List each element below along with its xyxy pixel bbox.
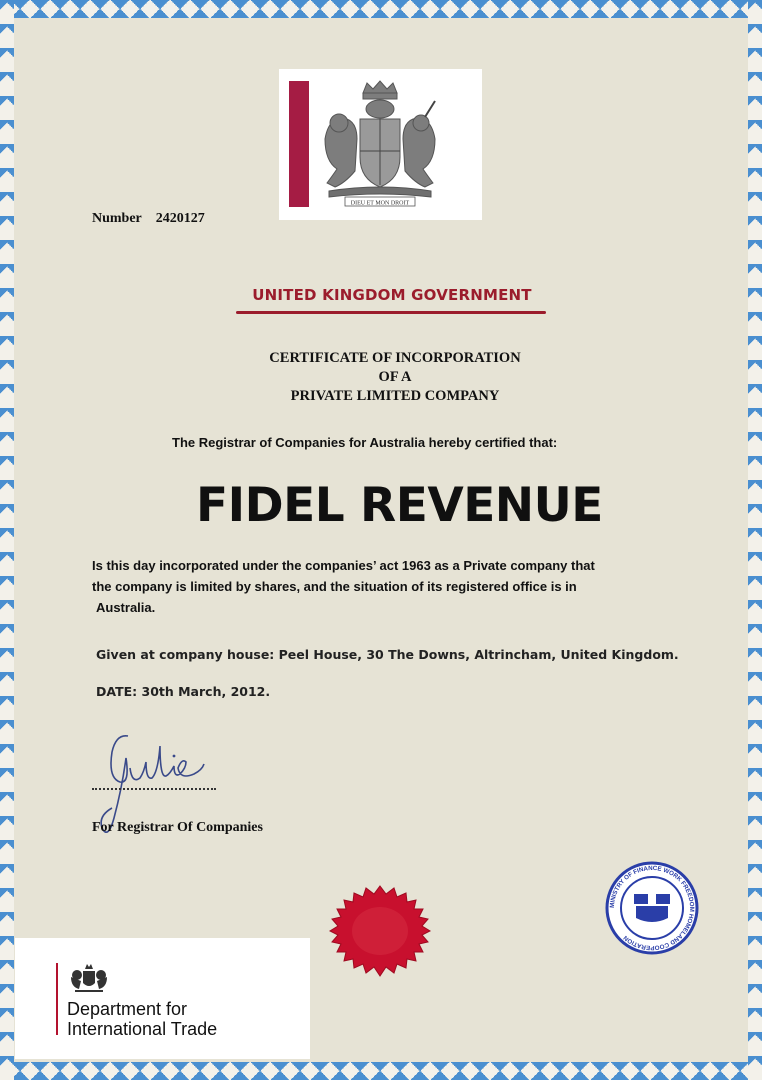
government-title-underline bbox=[236, 311, 546, 314]
incorporation-line2: the company is limited by shares, and the situation of its registered office is in bbox=[92, 579, 577, 594]
company-name: FIDEL REVENUE bbox=[196, 478, 603, 533]
department-crest-icon bbox=[67, 963, 111, 993]
incorporation-line1: Is this day incorporated under the companies’ act 1963 as a Private company that bbox=[92, 558, 595, 573]
department-accent-bar bbox=[56, 963, 58, 1035]
certificate-date: DATE: 30th March, 2012. bbox=[96, 684, 271, 699]
department-name bbox=[67, 999, 217, 1039]
department-line2: International Trade bbox=[67, 1019, 218, 1039]
registrar-statement: The Registrar of Companies for Australia hereby certified that: bbox=[172, 435, 558, 450]
certificate-title-line2: OF A bbox=[378, 369, 412, 385]
certificate-title bbox=[200, 349, 590, 406]
incorporation-statement bbox=[92, 555, 712, 618]
department-logo-panel bbox=[15, 938, 310, 1059]
certificate-number bbox=[92, 211, 205, 227]
decorative-border-bottom bbox=[0, 1062, 762, 1080]
crest-motto: DIEU ET MON DROIT bbox=[350, 200, 410, 207]
incorporation-line3: Australia. bbox=[96, 600, 156, 615]
red-wax-seal bbox=[322, 884, 438, 980]
number-value: 2420127 bbox=[155, 211, 205, 226]
department-line1: Department for bbox=[67, 999, 188, 1019]
certificate-title-line3: PRIVATE LIMITED COMPANY bbox=[290, 388, 500, 404]
decorative-border-left bbox=[0, 0, 14, 1080]
government-title: UNITED KINGDOM GOVERNMENT bbox=[252, 286, 532, 304]
number-label: Number bbox=[92, 211, 142, 226]
royal-crest-icon bbox=[315, 79, 445, 209]
blue-seal-text: MINISTRY OF FINANCE WORK FREEDOM HOMELAND COOPERATION bbox=[608, 864, 696, 952]
crest-accent-bar bbox=[289, 81, 309, 207]
decorative-border-top bbox=[0, 0, 762, 18]
blue-ministry-stamp bbox=[598, 860, 706, 956]
signature-caption: For Registrar Of Companies bbox=[92, 820, 263, 835]
decorative-border-right bbox=[748, 0, 762, 1080]
royal-coat-of-arms bbox=[279, 69, 482, 220]
certificate-title-line1: CERTIFICATE OF INCORPORATION bbox=[269, 350, 521, 366]
signature-line bbox=[92, 788, 216, 790]
given-at-address: Given at company house: Peel House, 30 The Downs, Altrincham, United Kingdom. bbox=[96, 647, 679, 662]
